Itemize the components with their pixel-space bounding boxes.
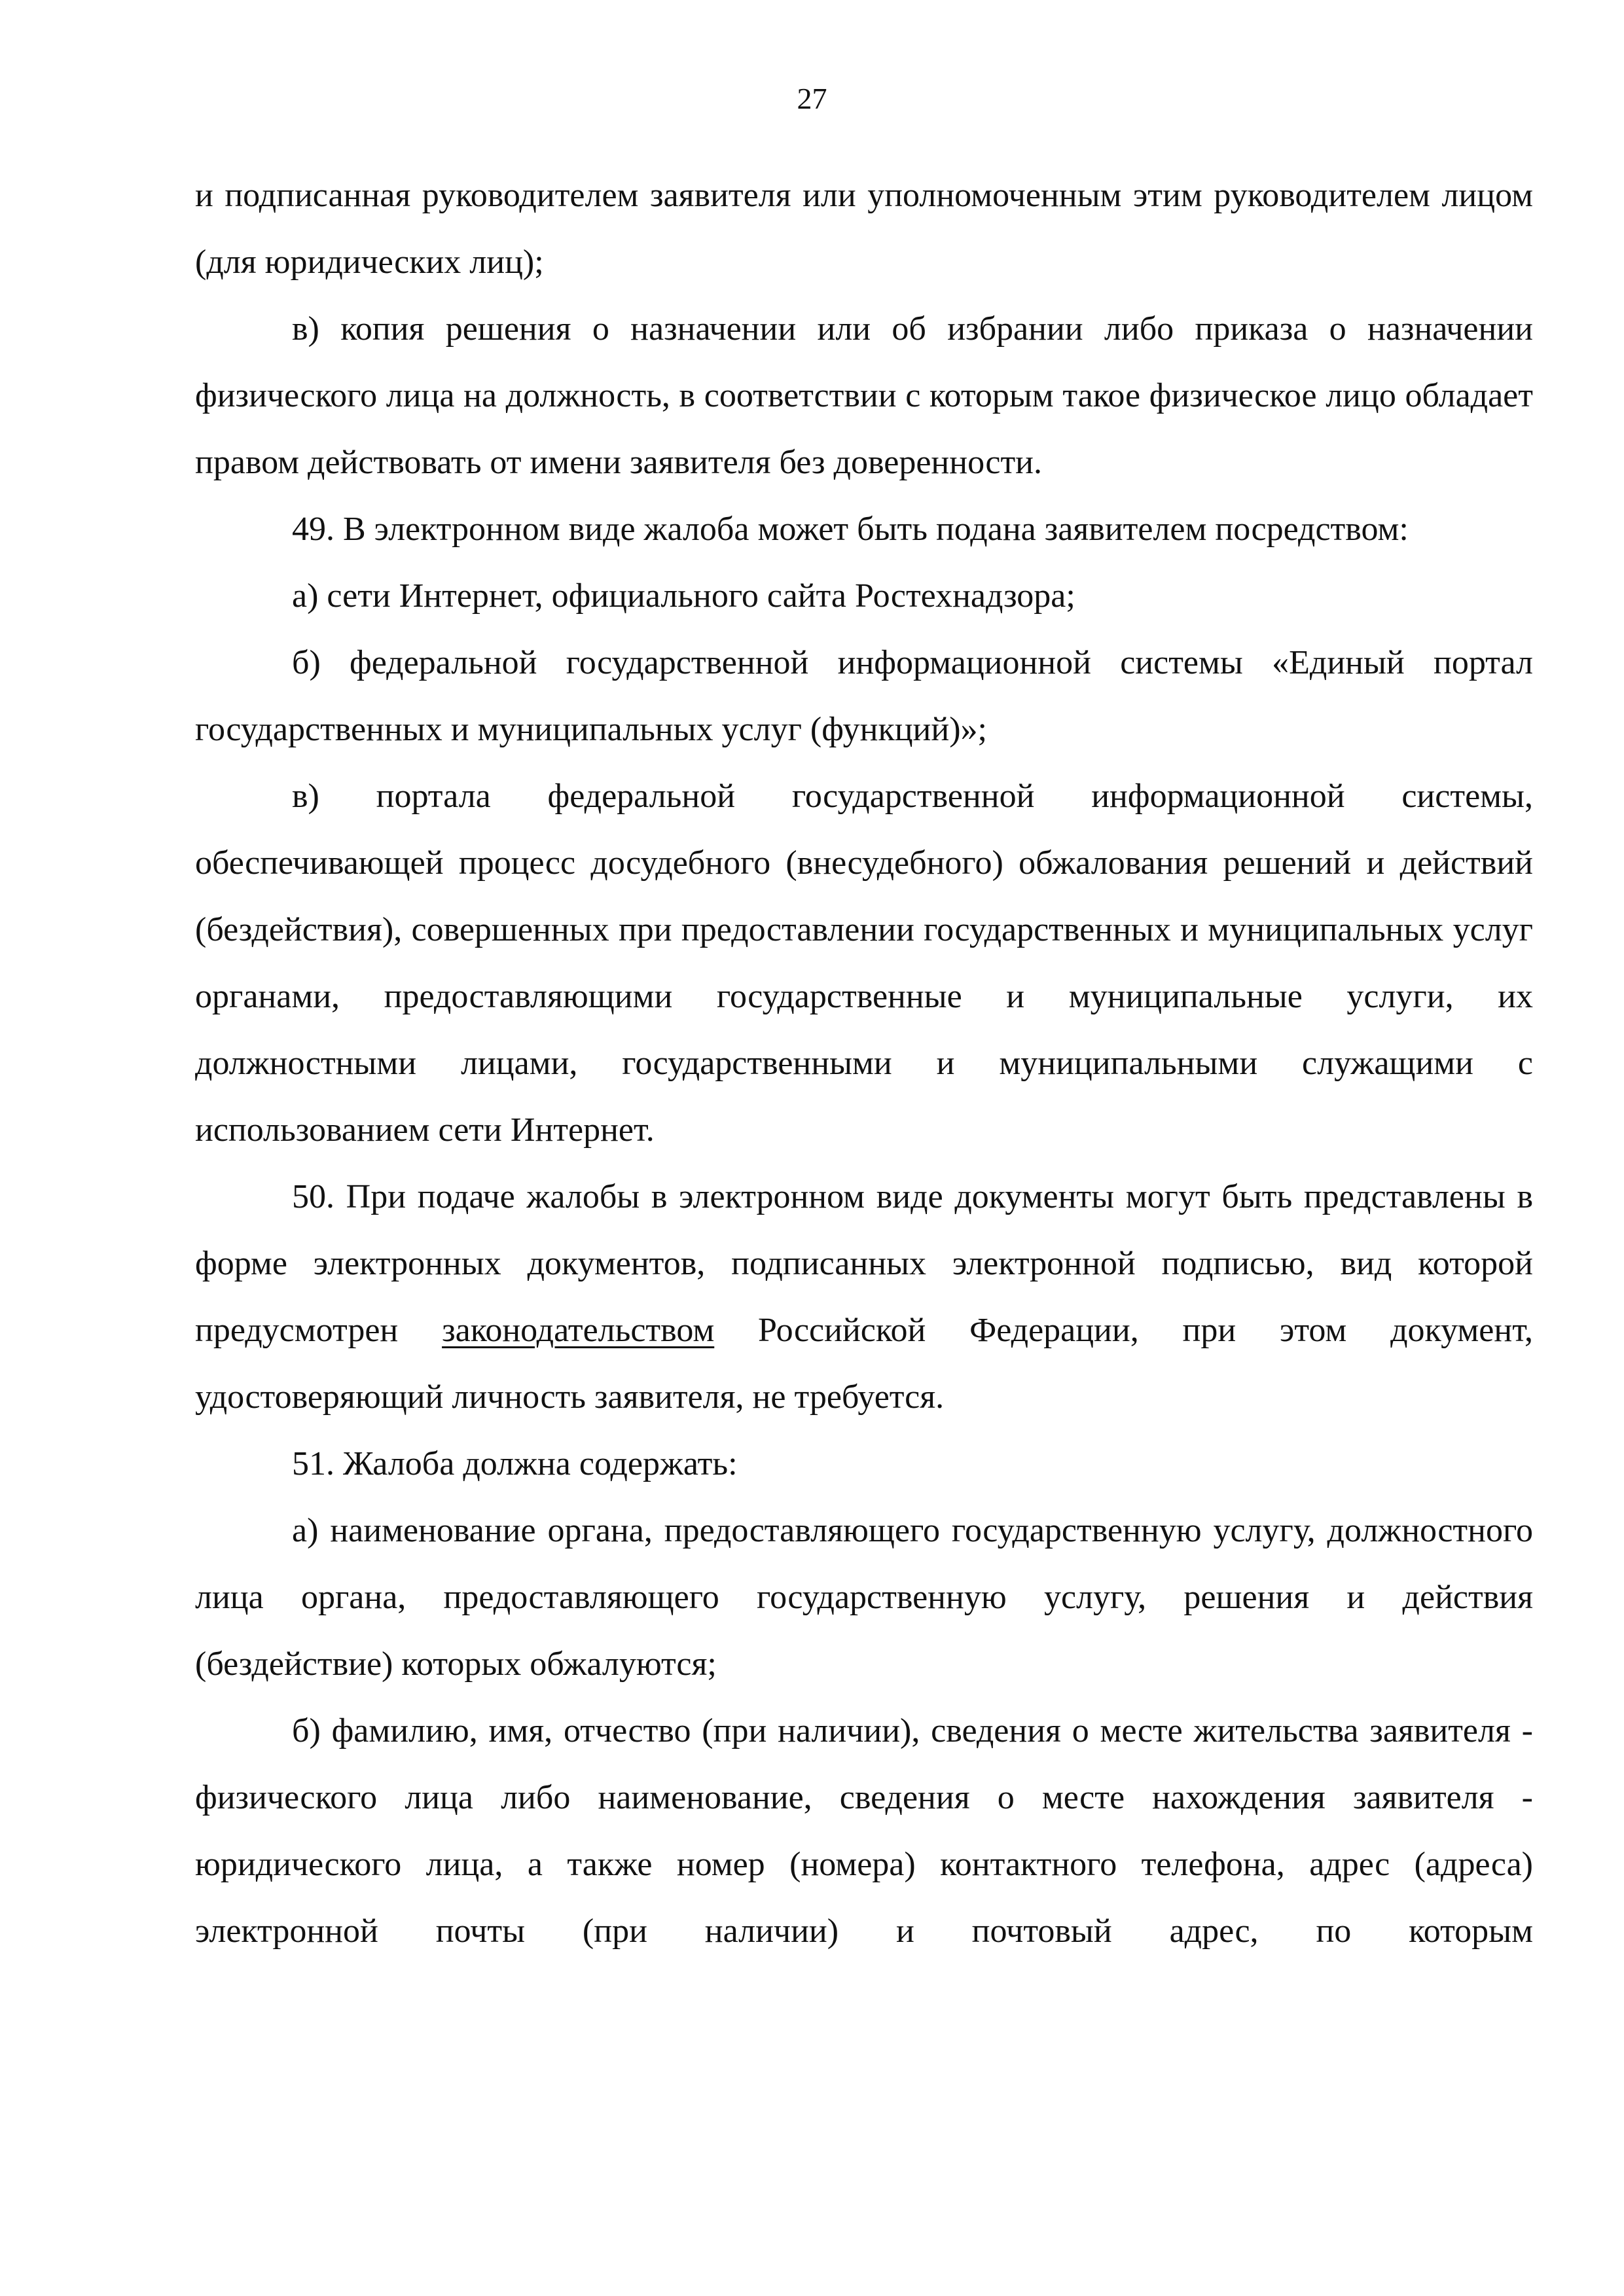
paragraph-49-item-a: а) сети Интернет, официального сайта Ростехнадзора; bbox=[292, 577, 1075, 615]
paragraph-50-text-after: Российской Федерации, при этом документ, удостоверяющий личность заявителя, не требуется. bbox=[195, 1312, 1534, 1416]
paragraph-continuation: и подписанная руководителем заявителя или уполномоченным этим руководителем лицом (для юридических лиц); bbox=[195, 177, 1533, 281]
paragraph-51-item-b: б) фамилию, имя, отчество (при наличии), сведения о месте жительства заявителя - физического лица либо наименование, сведения о месте нахождения заявителя - юридического лица, а также номер (номера) контактного телефона, адрес (адреса) электронной почты (при наличии) и почтовый адрес, по которым bbox=[195, 1712, 1533, 1950]
document-body bbox=[195, 162, 1533, 1965]
legislation-link[interactable]: законодательством bbox=[442, 1312, 715, 1349]
paragraph-49: 49. В электронном виде жалоба может быть подана заявителем посредством: bbox=[292, 511, 1409, 548]
paragraph-50-text-before: 50. При подаче жалобы в электронном виде документы могут быть представлены в форме электронных документов, подписанных электронной подписью, вид которой предусмотрен bbox=[195, 1178, 1533, 1349]
paragraph-49-item-v: в) портала федеральной государственной информационной системы, обеспечивающей процесс досудебного (внесудебного) обжалования решений и действий (бездействия), совершенных при предоставлении государственных и муниципальных услуг органами, предоставляющими государственные и муниципальные услуги, их должностными лицами, государственными и муниципальными служащими с использованием сети Интернет. bbox=[195, 778, 1533, 1149]
paragraph-51-item-a: а) наименование органа, предоставляющего государственную услугу, должностного лица органа, предоставляющего государственную услугу, решения и действия (бездействие) которых обжалуются; bbox=[195, 1512, 1533, 1683]
paragraph-item-v-copy-decision: в) копия решения о назначении или об избрании либо приказа о назначении физического лица на должность, в соответствии с которым такое физическое лицо обладает правом действовать от имени заявителя без доверенности. bbox=[195, 310, 1533, 481]
paragraph-50 bbox=[195, 1164, 1533, 1431]
page-number: 27 bbox=[797, 82, 827, 115]
paragraph-49-item-b: б) федеральной государственной информационной системы «Единый портал государственных и муниципальных услуг (функций)»; bbox=[195, 644, 1533, 748]
paragraph-51: 51. Жалоба должна содержать: bbox=[292, 1445, 738, 1482]
